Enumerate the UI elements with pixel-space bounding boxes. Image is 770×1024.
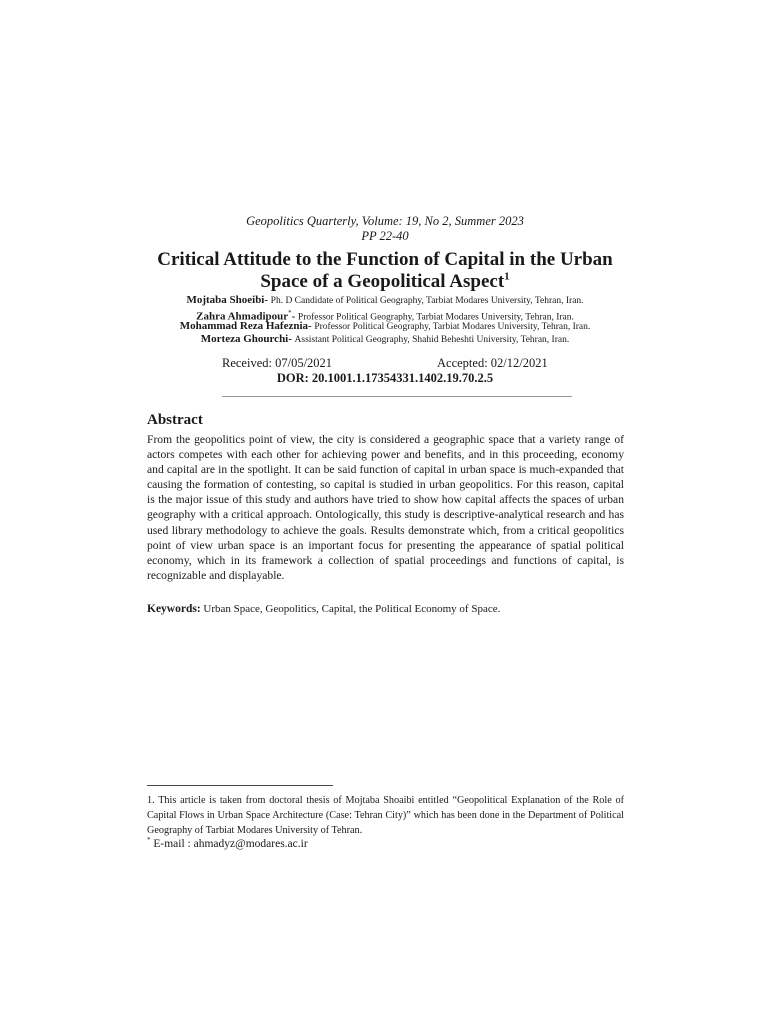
keywords [147,603,624,615]
paper-title [130,249,640,293]
author-name: Zahra Ahmadipour [196,310,289,323]
corresponding-marker: * [288,309,292,317]
author-4 [0,333,770,347]
author-affiliation: Professor Political Geography, Tarbiat Modares University, Tehran, Iran. [314,322,591,332]
author-2: Zahra Ahmadipour*- Professor Political Geography, Tarbiat Modares University, Tehran, Iran. [196,309,574,323]
journal-header [0,214,770,229]
page-range: PP 22-40 [361,229,409,243]
author-name: Morteza Ghourchi- [200,333,292,345]
header-divider [222,396,572,397]
author-name: Mojtaba Shoeibi- [186,294,269,306]
footnote-1: 1. This article is taken from doctoral thesis of Mojtaba Shoaibi entitled “Geopolitical Explanation of the Role of Capital Flows in Urban Space Architecture (Case: Tehran City)” which has been done in the Department of Political Geography of Tarbiat Modares University of Tehran. [147,795,624,836]
author-affiliation: Assistant Political Geography, Shahid Beheshti University, Tehran, Iran. [294,335,570,345]
author-affiliation: Professor Political Geography, Tarbiat Modares University, Tehran, Iran. [297,312,574,323]
keywords-text: Urban Space, Geopolitics, Capital, the Political Economy of Space. [203,603,501,615]
author-affiliation: Ph. D Candidate of Political Geography, Tarbiat Modares University, Tehran, Iran. [270,296,584,306]
accepted-date: Accepted: 02/12/2021 [437,356,548,370]
title-footnote-marker: 1 [504,270,510,283]
journal-line: Geopolitics Quarterly, Volume: 19, No 2, Summer 2023 [246,214,524,228]
received-date: Received: 07/05/2021 [222,356,333,370]
title-line-1: Critical Attitude to the Function of Capital in the Urban [157,249,613,270]
abstract-text: From the geopolitics point of view, the city is considered a geographic space that a variety range of actors competes with each other for achieving power and benefits, and in this proceeding, economy and capital are in the spotlight. It can be said function of capital in urban space is much-expanded that causing the formation of contesting, so capital is studied in urban geopolitics. For this reason, capital is the major issue of this study and authors have tried to show how capital affects the spaces of urban geography with a critical approach. Ontologically, this study is descriptive-analytical research and has used library methodology to achieve the goals. Results demonstrate which, from a critical geopolitics point of view urban space is an important focus for presenting the appearance of spatial political economy, which in its framework a collection of spatial proceedings and functions of capital, is recognizable and displayable. [147,433,624,582]
title-line-2: Space of a Geopolitical Aspect [260,271,505,292]
author-3 [0,320,770,334]
email-marker: * [147,836,151,844]
keywords-label: Keywords: [147,603,201,615]
dor-identifier: DOR: 20.1001.1.17354331.1402.19.70.2.5 [276,371,494,385]
abstract-heading: Abstract [147,412,203,428]
author-email [147,836,308,850]
author-name: Mohammad Reza Hafeznia- [179,320,312,332]
footnote-divider [147,785,333,786]
author-1 [0,294,770,308]
email-text[interactable]: E-mail : ahmadyz@modares.ac.ir [153,837,308,850]
